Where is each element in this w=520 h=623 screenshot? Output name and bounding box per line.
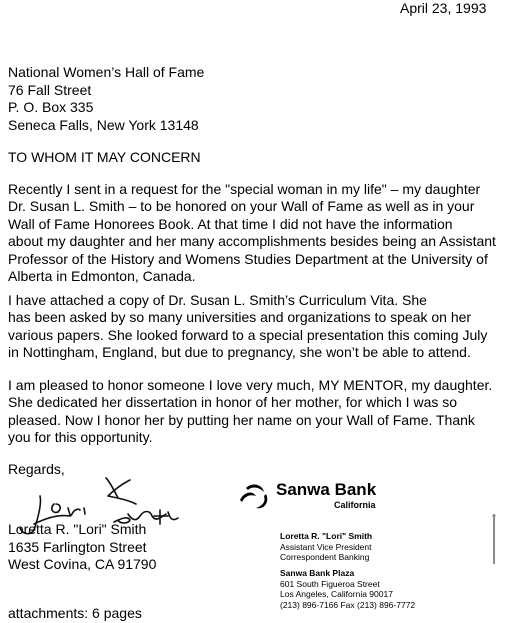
card-address [280,568,415,610]
letter-date: April 23, 1993 [400,0,487,16]
paragraph-line: She dedicated her dissertation in honor of her mother, for which I was so [8,394,458,411]
sender-street: 1635 Farlington Street [8,538,147,555]
bank-name: Sanwa Bank [276,480,377,499]
paragraph-line: Alberta in Edmonton, Canada. [8,268,196,285]
paragraph-line: about my daughter and her many accomplishments besides being an Assistant [8,233,496,250]
paragraph-line: various papers. She looked forward to a special presentation this coming July [8,326,488,343]
bank-region: California [334,500,376,510]
paragraph-line: Wall of Fame Honorees Book. At that time I did not have the information [8,215,453,232]
paragraph-line: I am pleased to honor someone I love very much, MY MENTOR, my daughter. [8,377,493,393]
recipient-line: Seneca Falls, New York 13148 [8,116,199,133]
card-phones: (213) 896-7166 Fax (213) 896-7772 [280,599,416,610]
card-plaza: Sanwa Bank Plaza [280,568,355,578]
paragraph-line: in Nottingham, England, but due to pregnancy, she won’t be able to attend. [8,344,471,361]
sender-city: West Covina, CA 91790 [8,556,157,572]
paragraph-line: I have attached a copy of Dr. Susan L. Smith’s Curriculum Vita. She [8,292,427,308]
closing: Regards, [8,461,65,477]
card-person-name: Loretta R. "Lori" Smith [280,531,373,541]
staple-mark [491,512,497,566]
recipient-address [8,64,204,134]
card-city: Los Angeles, California 90017 [280,589,393,599]
recipient-line: 76 Fall Street [8,81,92,98]
card-person-title: Assistant Vice President [280,541,372,552]
paragraph-line: has been asked by so many universities and organizations to speak on her [8,309,472,326]
paragraph-line: you for this opportunity. [8,429,153,446]
body-paragraph-1 [8,181,496,285]
sanwa-bank-logo-icon [236,480,272,510]
paragraph-line: pleased. Now I honor her by putting her name on your Wall of Fame. Thank [8,411,475,428]
card-contact [280,531,372,563]
body-paragraph-3 [8,377,492,447]
body-paragraph-2 [8,292,487,362]
card-department: Correspondent Banking [280,552,370,562]
sender-name: Loretta R. "Lori" Smith [8,521,147,537]
sender-block [8,521,156,574]
recipient-line: National Women’s Hall of Fame [8,64,205,80]
salutation: TO WHOM IT MAY CONCERN [8,149,201,165]
card-street: 601 South Figueroa Street [280,578,380,589]
paragraph-line: Dr. Susan L. Smith – to be honored on your Wall of Fame as well as in your [8,198,475,215]
paragraph-line: Professor of the History and Womens Studies Department at the University of [8,250,488,267]
paragraph-line: Recently I sent in a request for the "special woman in my life" – my daughter [8,181,481,197]
recipient-line: P. O. Box 335 [8,99,94,115]
attachments-note: attachments: 6 pages [8,605,142,621]
